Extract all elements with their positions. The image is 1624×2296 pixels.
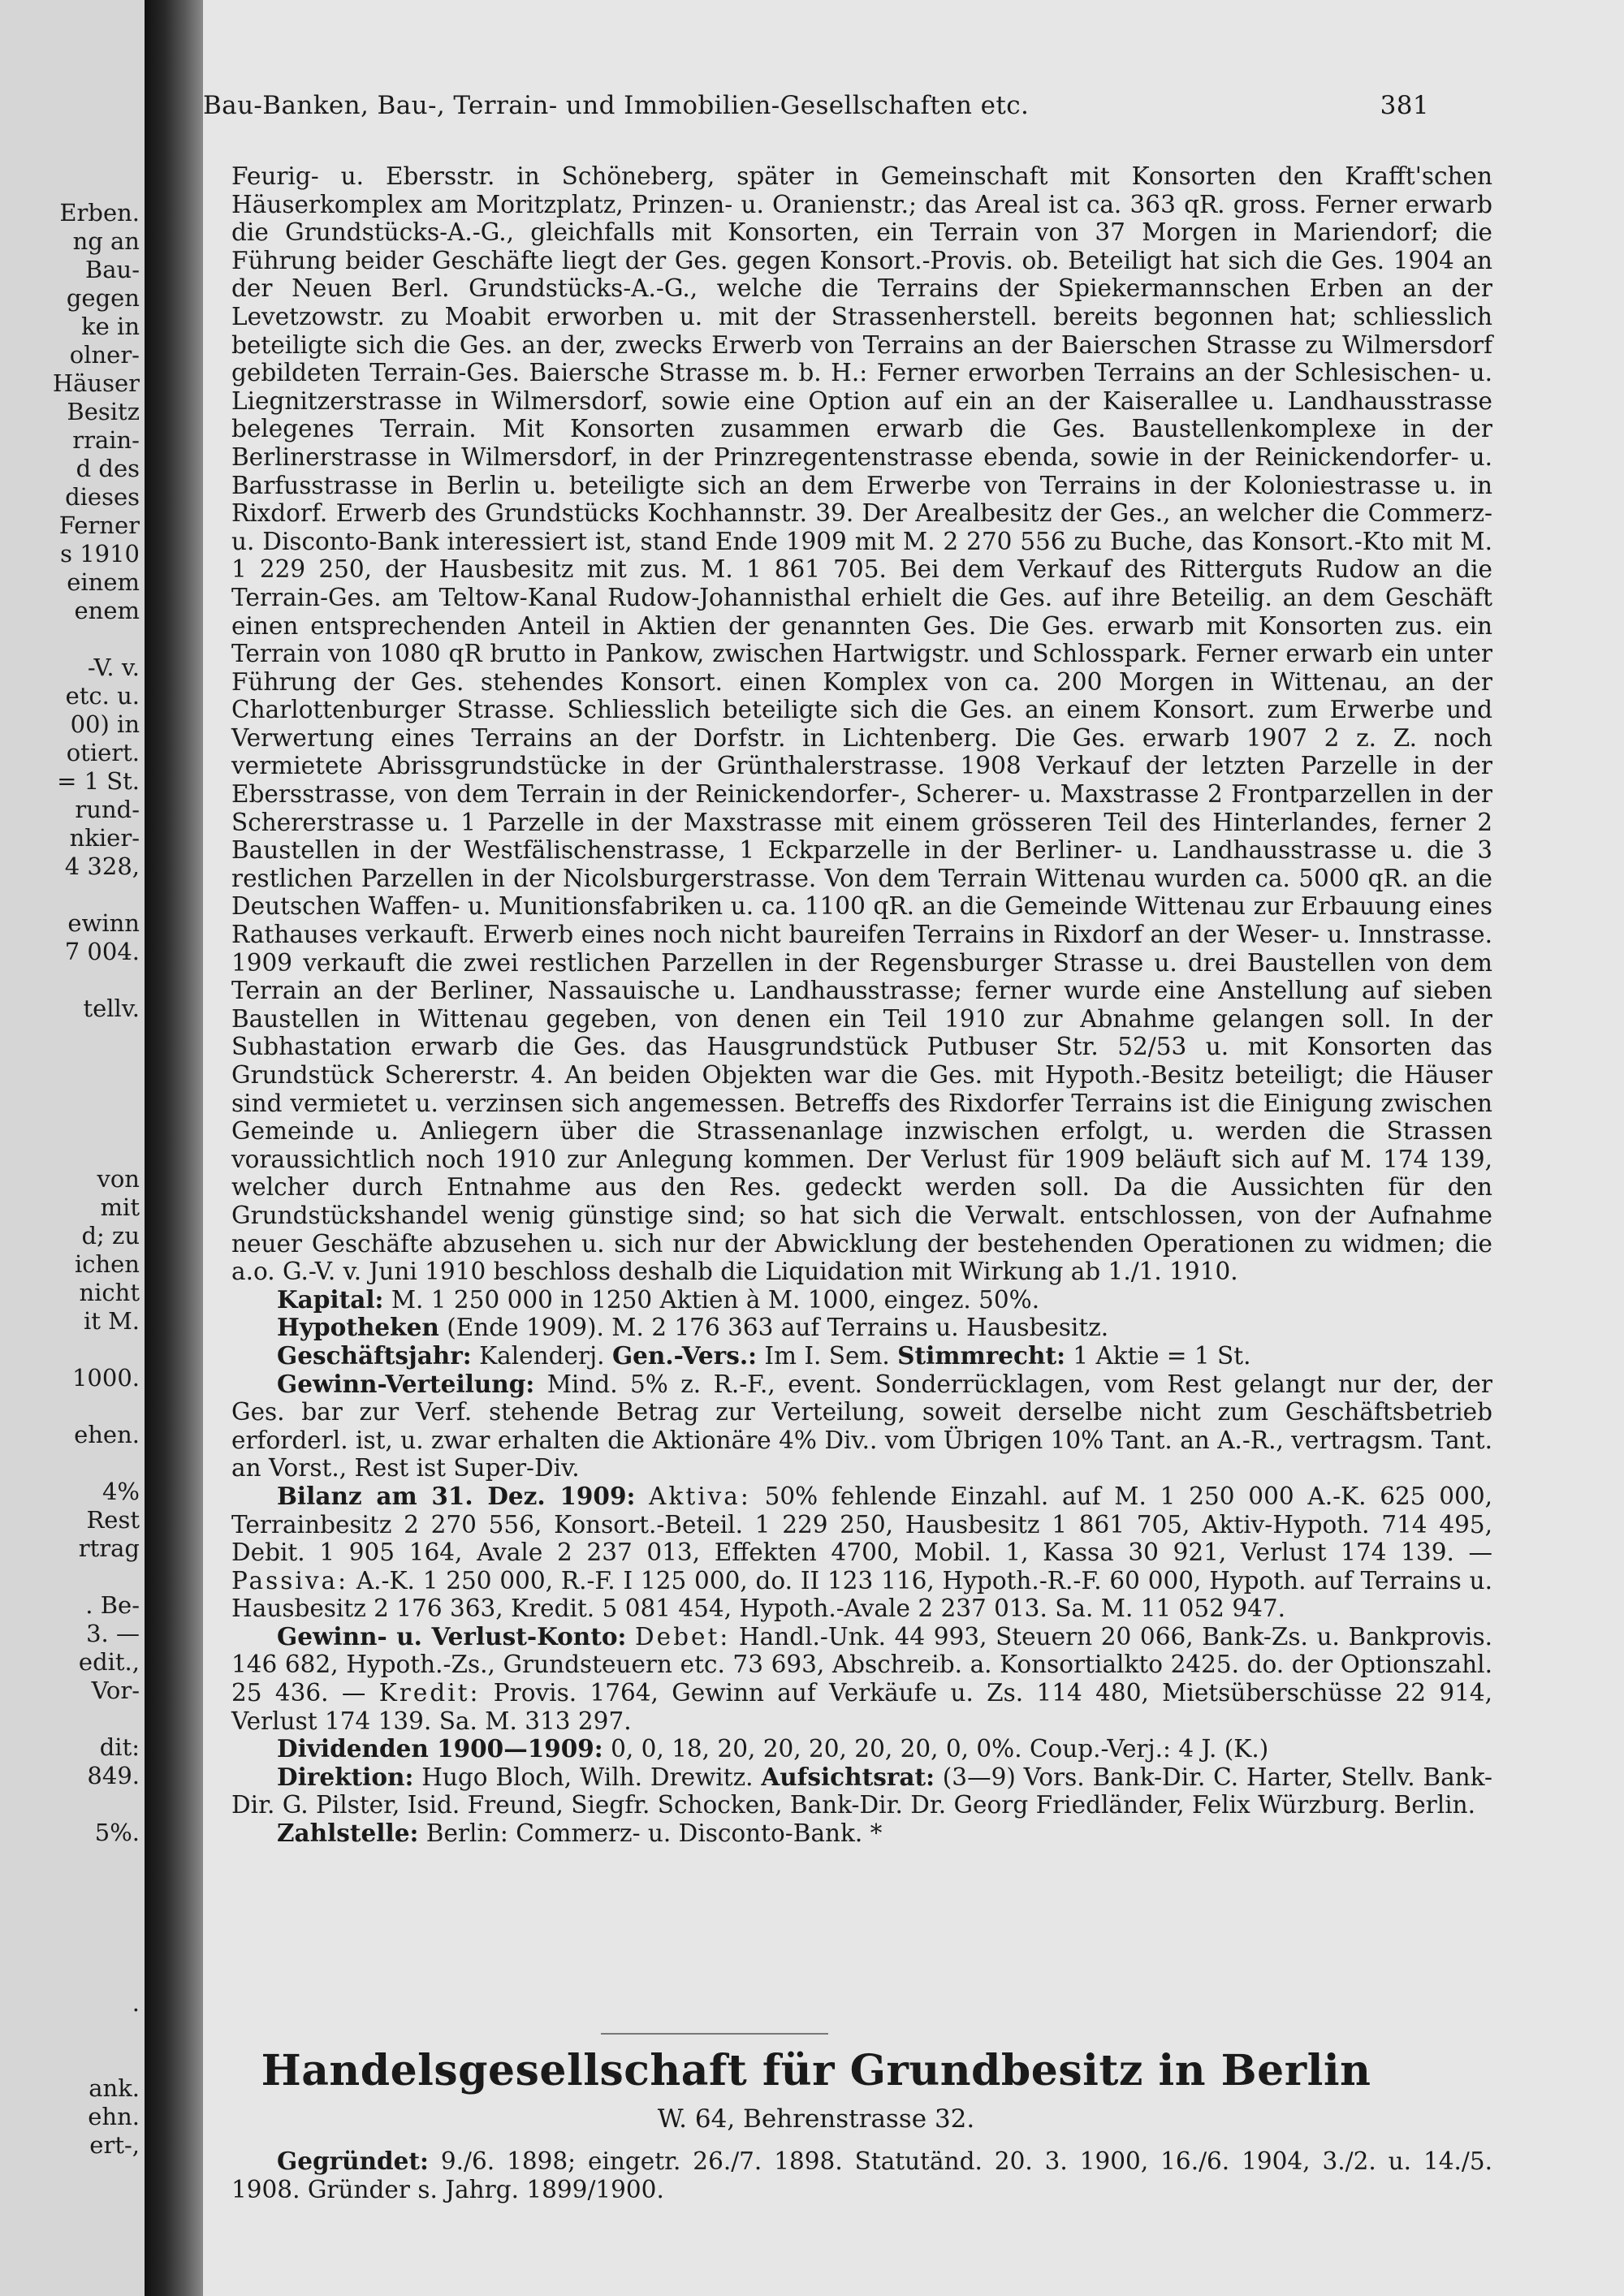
margin-fragment: Rest (86, 1506, 140, 1534)
field-value: 1 Aktie = 1 St. (1065, 1341, 1251, 1370)
field-label: Aufsichtsrat: (761, 1762, 935, 1791)
margin-fragment: einem (67, 568, 140, 596)
margin-fragment: ng an (72, 227, 140, 255)
margin-fragment: 1000. (71, 1364, 140, 1392)
passiva-label: Passiva: (231, 1566, 349, 1595)
debet-label: Debet: (635, 1622, 731, 1651)
margin-fragment: ert-, (89, 2131, 140, 2159)
running-head-title: Bau-Banken, Bau-, Terrain- und Immobilien-Gesellschaften etc. (203, 91, 1030, 120)
field-label: Hypotheken (277, 1313, 439, 1342)
running-head (203, 91, 1429, 120)
margin-fragment: Ferner (58, 511, 140, 539)
field-dividenden (231, 1735, 1492, 1763)
margin-fragment: tellv. (83, 995, 140, 1022)
field-label: Gegründet: (277, 2147, 429, 2175)
field-label: Gewinn-Verteilung: (277, 1369, 535, 1398)
margin-fragment: 5%. (94, 1819, 140, 1846)
margin-fragment: 4% (102, 1478, 140, 1505)
margin-fragment: nicht (79, 1279, 140, 1306)
field-value: Hugo Bloch, Wilh. Drewitz. (413, 1763, 762, 1791)
margin-fragment: rund- (75, 796, 140, 823)
margin-fragment: Vor- (91, 1677, 140, 1704)
margin-fragment: olner- (69, 341, 140, 369)
margin-fragment: = 1 St. (57, 767, 140, 795)
field-value: M. 1 250 000 in 1250 Aktien à M. 1000, eingez. 50%. (383, 1285, 1040, 1314)
field-value: (Ende 1909). M. 2 176 363 auf Terrains u. Hausbesitz. (438, 1314, 1109, 1342)
margin-fragment: rtrag (78, 1534, 140, 1562)
margin-fragment: otiert. (66, 739, 140, 766)
field-label: Zahlstelle: (277, 1819, 419, 1848)
field-direktion (231, 1763, 1492, 1819)
margin-fragment: dit: (99, 1733, 140, 1761)
margin-fragment: 849. (87, 1762, 140, 1789)
field-value: Mind. 5% z. R.-F., event. Sonderrücklagen, vom Rest gelangt nur der, der Ges. bar zur Verf. stehende Betrag zur Verteilung, soweit derselbe nicht zum Geschäftsbetrieb erforderl. ist, u. zwar erhalten die Aktionäre 4% Div.. vom Übrigen 10% Tant. an A.-R., vertragsm. Tant. an Vorst., Rest ist Super-Div. (231, 1370, 1492, 1482)
margin-fragment: ke in (81, 313, 140, 340)
field-label: Gewinn- u. Verlust-Konto: (277, 1621, 627, 1651)
margin-fragment: ehn. (88, 2103, 140, 2130)
margin-fragment: von (97, 1165, 140, 1193)
margin-fragment: ichen (74, 1250, 140, 1278)
company-fields (231, 1286, 1492, 1848)
margin-fragment: ehen. (74, 1421, 140, 1448)
margin-fragment: 00) in (70, 710, 140, 738)
margin-fragment: . (132, 1989, 140, 2017)
field-value: (3—9) Vors. Bank-Dir. C. Harter, Stellv. Bank-Dir. G. Pilster, Isid. Freund, Siegfr. Schocken, Bank-Dir. Dr. Georg Friedländer, Felix Würzburg. Berlin. (231, 1763, 1492, 1819)
margin-fragment: gegen (66, 284, 140, 312)
field-kapital (231, 1286, 1492, 1314)
section-divider (601, 2033, 828, 2035)
margin-fragment: enem (74, 597, 140, 624)
page-number: 381 (1380, 91, 1429, 120)
margin-fragment: mit (100, 1193, 140, 1221)
margin-fragment: -V. v. (87, 654, 140, 681)
field-value: Kalenderj. (471, 1341, 612, 1370)
margin-fragment: nkier- (69, 824, 140, 852)
margin-fragment: Besitz (67, 398, 140, 425)
field-value: Berlin: Commerz- u. Disconto-Bank. * (418, 1819, 883, 1848)
next-company-founding (231, 2147, 1492, 2203)
debet-value: Handl.-Unk. 44 993, Steuern 20 066, Bank-Zs. u. Bankprovis. 146 682, Hypoth.-Zs., Grundsteuern etc. 73 693, Abschreib. a. Konsortialkto 2425. do. der Optionszahl. 25 436. — (231, 1622, 1492, 1707)
margin-fragment: Häuser (52, 369, 140, 397)
field-gewinn-verlust (231, 1623, 1492, 1735)
field-bilanz (231, 1482, 1492, 1623)
field-label: Direktion: (277, 1762, 414, 1791)
field-label: Gen.-Vers.: (611, 1340, 757, 1370)
book-gutter (145, 0, 203, 2296)
margin-fragment: ank. (89, 2074, 140, 2102)
aktiva-value: 50% fehlende Einzahl. auf M. 1 250 000 A.-K. 625 000, Terrainbesitz 2 270 556, Konsort.-Beteil. 1 229 250, Hausbesitz 1 861 705, Aktiv-Hypoth. 714 495, Debit. 1 905 164, Avale 2 237 013, Effekten 4700, Mobil. 1, Kassa 30 921, Verlust 174 139. — (231, 1482, 1492, 1567)
business-description: Feurig- u. Ebersstr. in Schöneberg, später in Gemeinschaft mit Konsorten den Krafft'schen Häuserkomplex am Moritzplatz, Prinzen- u. Oranienstr.; das Areal ist ca. 363 qR. gross. Ferner erwarb die Grundstücks-A.-G., gleichfalls mit Konsorten, ein Terrain von 37 Morgen in Mariendorf; die Führung beider Geschäfte liegt der Ges. gegen Konsort.-Provis. ob. Beteiligt hat sich die Ges. 1904 an der Neuen Berl. Grundstücks-A.-G., welche die Terrains der Spiekermannschen Erben an der Levetzowstr. zu Moabit erworben u. mit der Strassenherstell. bereits begonnen hat; schliesslich beteiligte sich die Ges. an der, zwecks Erwerb von Terrains an der Baierschen Strasse zu Wilmersdorf gebildeten Terrain-Ges. Baiersche Strasse m. b. H.: Ferner erworben Terrains an der Schlesischen- u. Liegnitzerstrasse in Wilmersdorf, sowie eine Option auf ein an der Kaiserallee u. Landhausstrasse belegenes Terrain. Mit Konsorten zusammen erwarb die Ges. Baustellenkomplexe in der Berlinerstrasse in Wilmersdorf, in der Prinzregentenstrasse ebenda, sowie in der Reinickendorfer- u. Barfusstrasse in Berlin u. beteiligte sich an dem Erwerbe von Terrains in der Koloniestrasse u. in Rixdorf. Erwerb des Grundstücks Kochhannstr. 39. Der Arealbesitz der Ges., an welcher die Commerz- u. Disconto-Bank interessiert ist, stand Ende 1909 mit M. 2 270 556 zu Buche, das Konsort.-Kto mit M. 1 229 250, der Hausbesitz mit zus. M. 1 861 705. Bei dem Verkauf des Ritterguts Rudow an die Terrain-Ges. am Teltow-Kanal Rudow-Johannisthal erhielt die Ges. auf ihre Beteilig. an dem Geschäft einen entsprechenden Anteil in Aktien der genannten Ges. Die Ges. erwarb mit Konsorten zus. ein Terrain von 1080 qR brutto in Pankow, zwischen Hartwigstr. und Schlosspark. Ferner erwarb ein unter Führung der Ges. stehendes Konsort. einen Komplex von ca. 200 Morgen in Wittenau, an der Charlottenburger Strasse. Schliesslich beteiligte sich die Ges. an einem Konsort. zum Erwerbe und Verwertung eines Terrains an der Dorfstr. in Lichtenberg. Die Ges. erwarb 1907 2 z. Z. noch vermietete Abrissgrundstücke in der Grünthalerstrasse. 1908 Verkauf der letzten Parzelle in der Ebersstrasse, von dem Terrain in der Reinickendorfer-, Scherer- u. Maxstrasse 2 Frontparzellen in der Schererstrasse u. 1 Parzelle in der Maxstrasse mit einem grösseren Teil des Hinterlandes, ferner 2 Baustellen in der Westfälischenstrasse, 1 Eckparzelle in der Berliner- u. Landhausstrasse u. die 3 restlichen Parzellen in der Nicolsburgerstrasse. Von dem Terrain Wittenau wurden ca. 5000 qR. an die Deutschen Waffen- u. Munitionsfabriken u. ca. 1100 qR. an die Gemeinde Wittenau zur Erbauung eines Rathauses verkauft. Erwerb eines noch nicht baureifen Terrains in Rixdorf an der Weser- u. Innstrasse. 1909 verkauft die zwei restlichen Parzellen in der Regensburger Strasse u. drei Baustellen von dem Terrain an der Berliner, Nassauische u. Landhausstrasse; ferner wurde eine Anstellung auf sieben Baustellen in Wittenau gegeben, von denen ein Teil 1910 zur Abnahme gelangen soll. In der Subhastation erwarb die Ges. das Hausgrundstück Putbuser Str. 52/53 u. mit Konsorten das Grundstück Schererstr. 4. An beiden Objekten war die Ges. mit Hypoth.-Besitz beteiligt; die Häuser sind vermietet u. verzinsen sich angemessen. Betreffs des Rixdorfer Terrains ist die Einigung zwischen Gemeinde u. Anliegern über die Strassenanlage inzwischen erfolgt, u. werden die Strassen voraussichtlich noch 1910 zur Anlegung kommen. Der Verlust für 1909 beläuft sich auf M. 174 139, welcher durch Entnahme aus den Res. gedeckt werden soll. Da die Aussichten für den Grundstückshandel wenig günstige sind; so hat sich die Verwalt. entschlossen, von der Aufnahme neuer Geschäfte abzusehen u. sich nur der Abwicklung der bestehenden Operationen zu widmen; die a.o. G.-V. v. Juni 1910 beschloss deshalb die Liquidation mit Wirkung ab 1./1. 1910. (231, 162, 1492, 1286)
field-label: Bilanz am 31. Dez. 1909: (277, 1481, 636, 1510)
margin-fragment: Erben. (59, 199, 140, 227)
margin-fragment: . Be- (85, 1591, 140, 1619)
aktiva-label: Aktiva: (649, 1482, 751, 1510)
margin-fragment: 7 004. (64, 938, 140, 965)
kredit-value: Provis. 1764, Gewinn auf Verkäufe u. Zs. 114 480, Mietsüberschüsse 22 914, Verlust 174 139. Sa. M. 313 297. (231, 1679, 1492, 1735)
previous-page-margin (0, 0, 145, 2296)
field-label: Stimmrecht: (897, 1340, 1065, 1370)
margin-fragment: d; zu (81, 1222, 140, 1249)
kredit-label: Kredit: (378, 1679, 481, 1707)
margin-fragment: Bau- (84, 256, 140, 283)
passiva-value: A.-K. 1 250 000, R.-F. I 125 000, do. II 123 116, Hypoth.-R.-F. 60 000, Hypoth. auf Terrains u. Hausbesitz 2 176 363, Kredit. 5 081 454, Hypoth.-Avale 2 237 013. Sa. M. 11 052 947. (231, 1566, 1492, 1623)
margin-fragment: dieses (65, 483, 140, 511)
field-label: Geschäftsjahr: (277, 1340, 472, 1370)
margin-fragment: edit., (78, 1648, 140, 1676)
field-label: Dividenden 1900—1909: (277, 1734, 603, 1763)
next-company-address: W. 64, Behrenstrasse 32. (657, 2104, 975, 2134)
field-hypotheken (231, 1314, 1492, 1342)
field-label: Kapital: (277, 1284, 384, 1314)
margin-fragment: it M. (83, 1307, 140, 1335)
field-geschaeftsjahr (231, 1342, 1492, 1370)
field-value: 9./6. 1898; eingetr. 26./7. 1898. Statutänd. 20. 3. 1900, 16./6. 1904, 3./2. u. 14./5. 1908. Gründer s. Jahrg. 1899/1900. (231, 2147, 1492, 2203)
field-value: Im I. Sem. (756, 1341, 898, 1370)
margin-fragment: 4 328, (64, 852, 140, 880)
field-zahlstelle (231, 1819, 1492, 1848)
company-entry (231, 162, 1492, 1848)
margin-fragment: d des (76, 455, 140, 482)
field-value: 0, 0, 18, 20, 20, 20, 20, 20, 0, 0%. Coup.-Verj.: 4 J. (K.) (603, 1735, 1269, 1763)
field-gewinn-verteilung (231, 1370, 1492, 1482)
margin-fragment: rrain- (72, 426, 140, 454)
margin-fragment: 3. — (86, 1620, 140, 1647)
margin-fragment: etc. u. (65, 682, 140, 710)
margin-fragment: ewinn (67, 909, 140, 937)
margin-fragment: s 1910 (60, 540, 140, 568)
next-company-title: Handelsgesellschaft für Grundbesitz in Berlin (261, 2046, 1371, 2095)
